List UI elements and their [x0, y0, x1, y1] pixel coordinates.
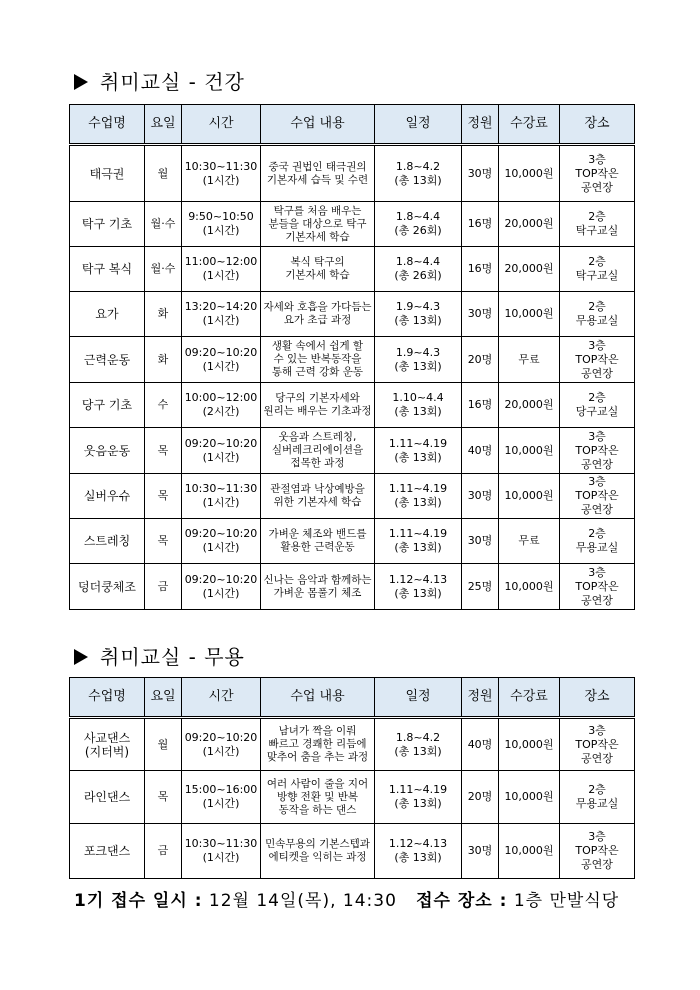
period-cell: 1.8~4.2 (총 13회) [375, 718, 462, 771]
fee-cell: 10,000원 [499, 824, 560, 879]
fee-cell: 10,000원 [499, 771, 560, 824]
capacity-cell: 20명 [462, 771, 499, 824]
header-day: 요일 [145, 678, 182, 718]
registration-place-value: 1층 만발식당 [513, 891, 620, 911]
header-time: 시간 [182, 105, 261, 145]
capacity-cell: 40명 [462, 718, 499, 771]
fee-cell: 10,000원 [499, 428, 560, 474]
place-cell: 3층 TOP작은 공연장 [560, 474, 635, 519]
period-cell: 1.12~4.13 (총 13회) [375, 564, 462, 610]
content-cell: 복식 탁구의 기본자세 학습 [261, 247, 375, 292]
period-cell: 1.8~4.4 (총 26회) [375, 247, 462, 292]
day-cell: 금 [145, 824, 182, 879]
capacity-cell: 16명 [462, 383, 499, 428]
header-fee: 수강료 [499, 678, 560, 718]
day-cell: 목 [145, 474, 182, 519]
class-name-cell: 요가 [70, 292, 145, 337]
place-cell: 3층 TOP작은 공연장 [560, 824, 635, 879]
class-name-cell: 스트레칭 [70, 519, 145, 564]
fee-cell: 10,000원 [499, 718, 560, 771]
content-cell: 여러 사람이 줄을 지어 방향 전환 및 반복 동작을 하는 댄스 [261, 771, 375, 824]
registration-place-label: 접수 장소 : [416, 891, 508, 911]
period-cell: 1.9~4.3 (총 13회) [375, 292, 462, 337]
class-name-cell: 덩더쿵체조 [70, 564, 145, 610]
content-cell: 민속무용의 기본스텝과 에티켓을 익히는 과정 [261, 824, 375, 879]
day-cell: 월 [145, 718, 182, 771]
capacity-cell: 30명 [462, 292, 499, 337]
day-cell: 화 [145, 292, 182, 337]
content-cell: 관절염과 낙상예방을 위한 기본자세 학습 [261, 474, 375, 519]
class-name-cell: 탁구 기초 [70, 202, 145, 247]
class-name-cell: 근력운동 [70, 337, 145, 383]
fee-cell: 10,000원 [499, 292, 560, 337]
capacity-cell: 16명 [462, 247, 499, 292]
content-cell: 탁구를 처음 배우는 분들을 대상으로 탁구 기본자세 학습 [261, 202, 375, 247]
time-cell: 10:30~11:30 (1시간) [182, 145, 261, 202]
place-cell: 2층 당구교실 [560, 383, 635, 428]
fee-cell: 10,000원 [499, 564, 560, 610]
time-cell: 09:20~10:20 (1시간) [182, 564, 261, 610]
class-name-cell: 당구 기초 [70, 383, 145, 428]
day-cell: 월·수 [145, 202, 182, 247]
period-cell: 1.8~4.2 (총 13회) [375, 145, 462, 202]
time-cell: 09:20~10:20 (1시간) [182, 519, 261, 564]
table-header-row [70, 105, 635, 145]
triangle-bullet-icon [74, 74, 88, 90]
time-cell: 09:20~10:20 (1시간) [182, 337, 261, 383]
header-period: 일정 [375, 678, 462, 718]
class-name-cell: 태극권 [70, 145, 145, 202]
section-title-health [74, 66, 245, 95]
place-cell: 3층 TOP작은 공연장 [560, 564, 635, 610]
time-cell: 09:20~10:20 (1시간) [182, 428, 261, 474]
table-row [70, 292, 635, 337]
content-cell: 신나는 음악과 함께하는 가벼운 몸풀기 체조 [261, 564, 375, 610]
header-period: 일정 [375, 105, 462, 145]
table-row [70, 718, 635, 771]
fee-cell: 10,000원 [499, 474, 560, 519]
place-cell: 3층 TOP작은 공연장 [560, 428, 635, 474]
class-name-cell: 사교댄스 (지터벅) [70, 718, 145, 771]
period-cell: 1.9~4.3 (총 13회) [375, 337, 462, 383]
time-cell: 09:20~10:20 (1시간) [182, 718, 261, 771]
section-title-dance [74, 641, 245, 670]
dance-class-table [69, 677, 635, 879]
health-class-table [69, 104, 635, 610]
period-cell: 1.11~4.19 (총 13회) [375, 519, 462, 564]
class-name-cell: 포크댄스 [70, 824, 145, 879]
table-row [70, 383, 635, 428]
table-header-row [70, 678, 635, 718]
header-day: 요일 [145, 105, 182, 145]
day-cell: 수 [145, 383, 182, 428]
period-cell: 1.8~4.4 (총 26회) [375, 202, 462, 247]
registration-info [74, 886, 619, 911]
class-name-cell: 탁구 복식 [70, 247, 145, 292]
time-cell: 11:00~12:00 (1시간) [182, 247, 261, 292]
fee-cell: 무료 [499, 519, 560, 564]
header-place: 장소 [560, 105, 635, 145]
day-cell: 월 [145, 145, 182, 202]
day-cell: 금 [145, 564, 182, 610]
class-name-cell: 실버우슈 [70, 474, 145, 519]
capacity-cell: 30명 [462, 474, 499, 519]
section-title-text: 취미교실 - 건강 [100, 70, 245, 94]
time-cell: 10:30~11:30 (1시간) [182, 474, 261, 519]
header-capacity: 정원 [462, 678, 499, 718]
class-name-cell: 라인댄스 [70, 771, 145, 824]
time-cell: 10:00~12:00 (2시간) [182, 383, 261, 428]
table-row [70, 824, 635, 879]
fee-cell: 10,000원 [499, 145, 560, 202]
table-row [70, 771, 635, 824]
content-cell: 생활 속에서 쉽게 할 수 있는 반복동작을 통해 근력 강화 운동 [261, 337, 375, 383]
period-cell: 1.11~4.19 (총 13회) [375, 771, 462, 824]
fee-cell: 20,000원 [499, 202, 560, 247]
place-cell: 3층 TOP작은 공연장 [560, 145, 635, 202]
fee-cell: 20,000원 [499, 383, 560, 428]
period-cell: 1.11~4.19 (총 13회) [375, 474, 462, 519]
capacity-cell: 30명 [462, 824, 499, 879]
header-content: 수업 내용 [261, 105, 375, 145]
content-cell: 남녀가 짝을 이뤄 빠르고 경쾌한 리듬에 맞추어 춤을 추는 과정 [261, 718, 375, 771]
capacity-cell: 25명 [462, 564, 499, 610]
table-row [70, 145, 635, 202]
table-row [70, 337, 635, 383]
capacity-cell: 16명 [462, 202, 499, 247]
table-row [70, 474, 635, 519]
place-cell: 2층 무용교실 [560, 771, 635, 824]
place-cell: 2층 탁구교실 [560, 247, 635, 292]
class-name-cell: 웃음운동 [70, 428, 145, 474]
table-row [70, 247, 635, 292]
place-cell: 3층 TOP작은 공연장 [560, 718, 635, 771]
header-class-name: 수업명 [70, 678, 145, 718]
place-cell: 3층 TOP작은 공연장 [560, 337, 635, 383]
header-place: 장소 [560, 678, 635, 718]
table-row [70, 428, 635, 474]
header-capacity: 정원 [462, 105, 499, 145]
day-cell: 목 [145, 428, 182, 474]
section-title-text: 취미교실 - 무용 [100, 645, 245, 669]
place-cell: 2층 탁구교실 [560, 202, 635, 247]
triangle-bullet-icon [74, 649, 88, 665]
header-class-name: 수업명 [70, 105, 145, 145]
content-cell: 당구의 기본자세와 원리는 배우는 기초과정 [261, 383, 375, 428]
content-cell: 웃음과 스트레칭, 실버레크리에이션을 접목한 과정 [261, 428, 375, 474]
capacity-cell: 40명 [462, 428, 499, 474]
table-row [70, 519, 635, 564]
time-cell: 10:30~11:30 (1시간) [182, 824, 261, 879]
header-fee: 수강료 [499, 105, 560, 145]
content-cell: 중국 권법인 태극권의 기본자세 습득 및 수련 [261, 145, 375, 202]
time-cell: 9:50~10:50 (1시간) [182, 202, 261, 247]
day-cell: 목 [145, 771, 182, 824]
day-cell: 목 [145, 519, 182, 564]
capacity-cell: 30명 [462, 519, 499, 564]
capacity-cell: 30명 [462, 145, 499, 202]
place-cell: 2층 무용교실 [560, 519, 635, 564]
place-cell: 2층 무용교실 [560, 292, 635, 337]
header-content: 수업 내용 [261, 678, 375, 718]
period-cell: 1.11~4.19 (총 13회) [375, 428, 462, 474]
time-cell: 15:00~16:00 (1시간) [182, 771, 261, 824]
registration-date-value: 12월 14일(목), 14:30 [208, 891, 397, 911]
table-row [70, 202, 635, 247]
capacity-cell: 20명 [462, 337, 499, 383]
day-cell: 화 [145, 337, 182, 383]
table-row [70, 564, 635, 610]
header-time: 시간 [182, 678, 261, 718]
period-cell: 1.10~4.4 (총 13회) [375, 383, 462, 428]
period-cell: 1.12~4.13 (총 13회) [375, 824, 462, 879]
fee-cell: 20,000원 [499, 247, 560, 292]
day-cell: 월·수 [145, 247, 182, 292]
time-cell: 13:20~14:20 (1시간) [182, 292, 261, 337]
registration-date-label: 1기 접수 일시 : [74, 891, 203, 911]
content-cell: 자세와 호흡을 가다듬는 요가 초급 과정 [261, 292, 375, 337]
content-cell: 가벼운 체조와 밴드를 활용한 근력운동 [261, 519, 375, 564]
fee-cell: 무료 [499, 337, 560, 383]
